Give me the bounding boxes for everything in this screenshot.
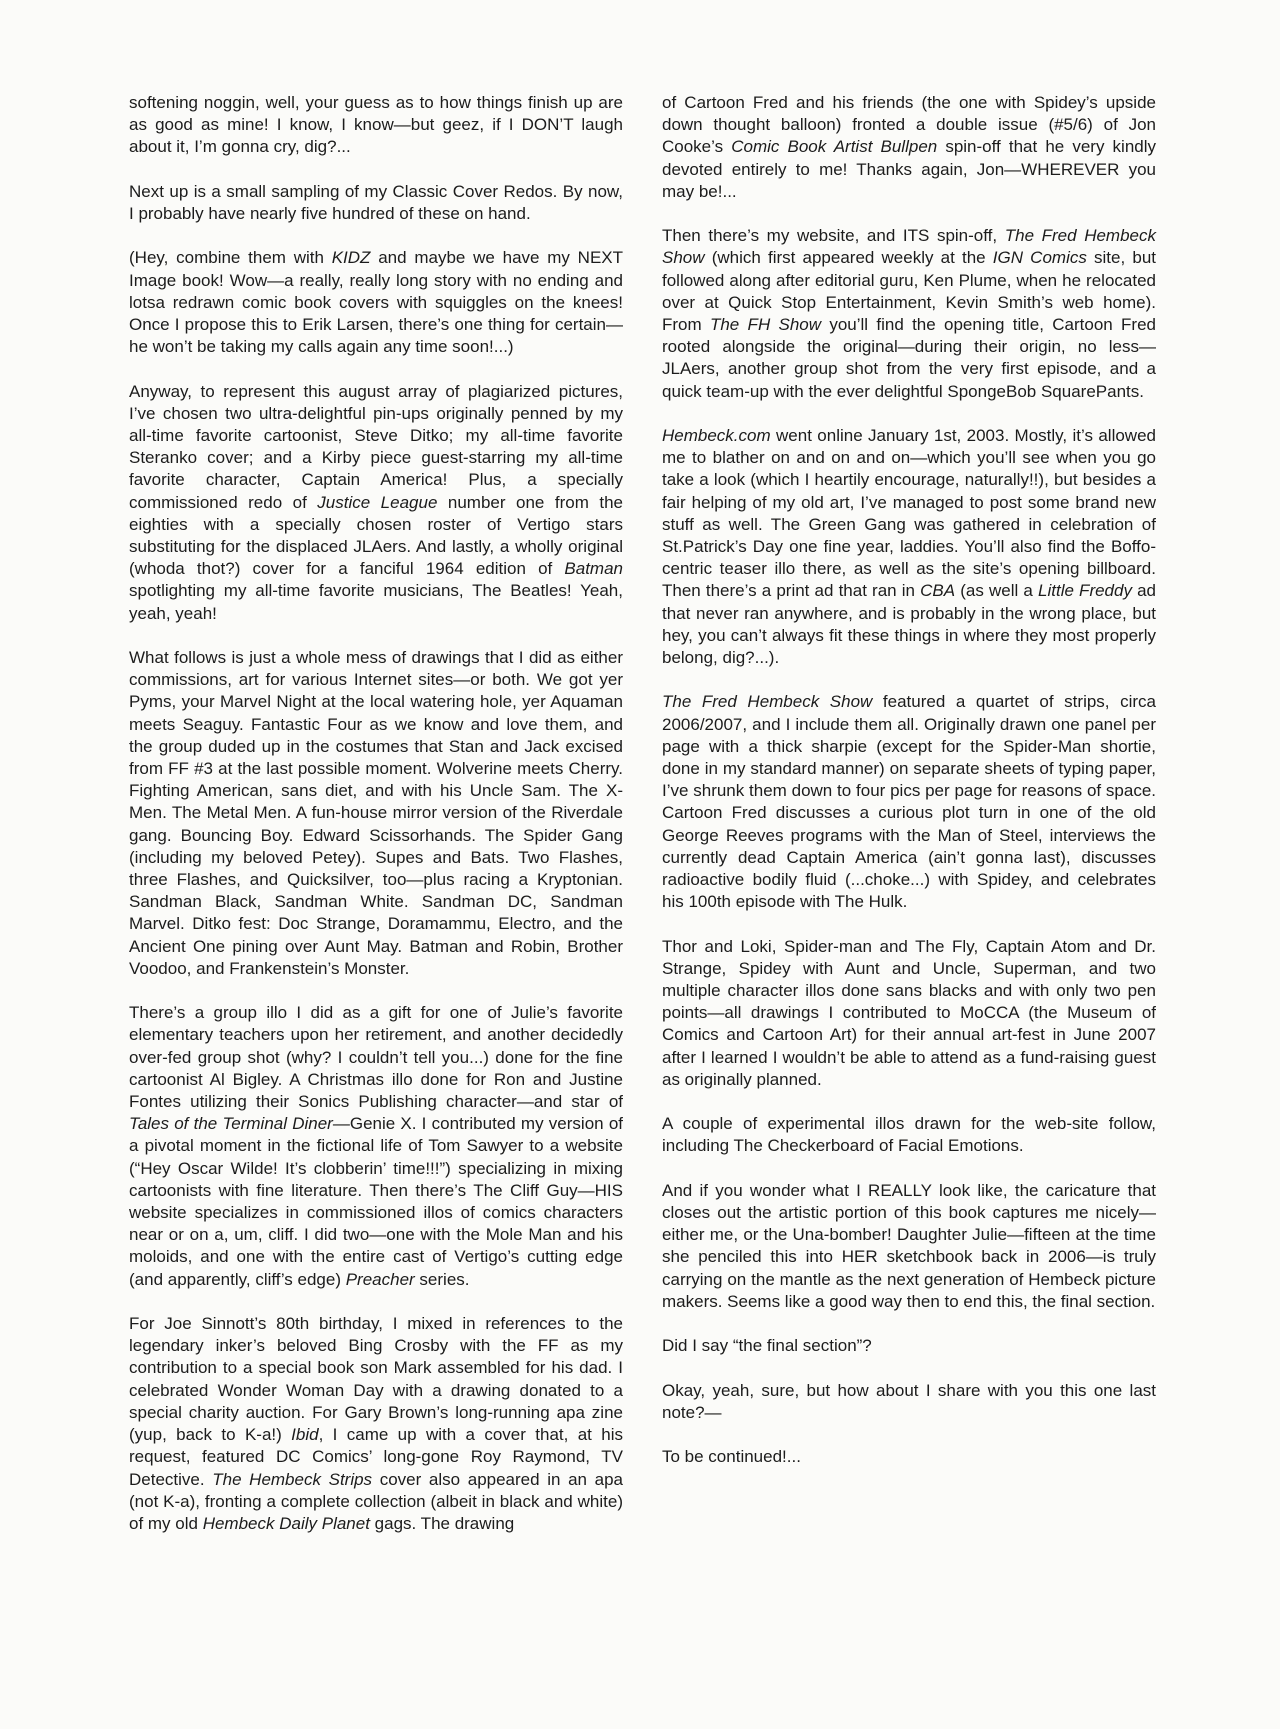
italic-title-text: Hembeck Daily Planet xyxy=(202,1513,370,1533)
body-text: Then there’s my website, and ITS spin-off, xyxy=(662,226,1005,246)
paragraph xyxy=(662,936,1156,1091)
body-text: site, but followed along after editorial guru, Ken Plume, when he relocated over at Quick Stop Entertainment, Kevin Smith’s web home). From xyxy=(662,248,1156,335)
body-text: and maybe we have my NEXT Image book! Wow—a really, really long story with no ending and lotsa redrawn comic book covers with squiggles on the knees! Once I propose this to Erik Larsen, there’s one thing for certain—he won’t be taking my calls again any time soon!...) xyxy=(129,248,624,357)
body-text: cover also appeared in an apa (not K-a), fronting a complete collection (albeit in black and white) of my old xyxy=(129,1469,623,1533)
body-text: spin-off that he very kindly devoted entirely to me! Thanks again, Jon—WHEREVER you may be!... xyxy=(662,137,1157,201)
paragraph xyxy=(662,691,1156,913)
italic-title-text: The Hembeck Strips xyxy=(212,1469,373,1489)
italic-title-text: KIDZ xyxy=(331,248,371,268)
body-text: There’s a group illo I did as a gift for one of Julie’s favorite elementary teachers upon her retirement, and another decidedly over-fed group shot (why? I couldn’t tell you...) done for the fine cartoonist Al Bigley. A Christmas illo done for Ron and Justine Fontes utilizing their Sonics Publishing character—and star of xyxy=(129,1003,623,1112)
italic-title-text: Tales of the Terminal Diner xyxy=(129,1114,333,1134)
body-text: A couple of experimental illos drawn for the web-site follow, including The Checkerboard of Facial Emotions. xyxy=(662,1114,1156,1156)
italic-title-text: The Fred Hembeck Show xyxy=(662,226,1157,268)
body-text: Thor and Loki, Spider-man and The Fly, Captain Atom and Dr. Strange, Spidey with Aunt and Uncle, Superman, and two multiple character illos done sans blacks and with only two pen points—all drawings I contributed to MoCCA (the Museum of Comics and Cartoon Art) for their annual art-fest in June 2007 after I learned I wouldn’t be able to attend as a fund-raising guest as originally planned. xyxy=(662,936,1156,1089)
body-text: softening noggin, well, your guess as to how things finish up are as good as mine! I know, I know—but geez, if I DON’T laugh about it, I’m gonna cry, dig?... xyxy=(129,93,623,157)
paragraph xyxy=(662,1335,1156,1357)
italic-title-text: IGN Comics xyxy=(992,248,1087,268)
body-text: To be continued!... xyxy=(662,1447,801,1467)
paragraph xyxy=(662,1380,1156,1424)
body-text: Next up is a small sampling of my Classic Cover Redos. By now, I probably have nearly five hundred of these on hand. xyxy=(129,181,623,223)
body-text: series. xyxy=(414,1269,470,1289)
body-text: spotlighting my all-time favorite musicians, The Beatles! Yeah, yeah, yeah! xyxy=(129,581,623,623)
italic-title-text: Little Freddy xyxy=(1038,581,1132,601)
right-text-column xyxy=(662,92,1156,1491)
body-text: Anyway, to represent this august array of plagiarized pictures, I’ve chosen two ultra-delightful pin-ups originally penned by my all-time favorite cartoonist, Steve Ditko; my all-time favorite Steranko cover; and a Kirby piece guest-starring my all-time favorite character, Captain America! Plus, a specially commissioned redo of xyxy=(129,381,623,512)
body-text: And if you wonder what I REALLY look like, the caricature that closes out the artistic portion of this book captures me nicely—either me, or the Una-bomber! Daughter Julie—fifteen at the time she penciled this into HER sketchbook back in 2006—is truly carrying on the mantle as the next generation of Hembeck picture makers. Seems like a good way then to end this, the final section. xyxy=(662,1180,1156,1311)
body-text: number one from the eighties with a specially chosen roster of Vertigo stars substituting for the displaced JLAers. And lastly, a wholly original (whoda thot?) cover for a fanciful 1964 edition of xyxy=(129,492,623,579)
paragraph xyxy=(129,381,623,625)
left-text-column xyxy=(129,92,623,1557)
body-text: Did I say “the final section”? xyxy=(662,1336,872,1356)
paragraph xyxy=(662,1113,1156,1157)
italic-title-text: Preacher xyxy=(345,1269,415,1289)
body-text: went online January 1st, 2003. Mostly, it’s allowed me to blather on and on and on—which you’ll see when you go take a look (which I heartily encourage, naturally!!), but besides a fair helping of my old art, I’ve managed to post some brand new stuff as well. The Green Gang was gathered in celebration of St.Patrick’s Day one fine year, laddies. You’ll also find the Boffo-centric teaser illo there, as well as the site’s opening billboard. Then there’s a print ad that ran in xyxy=(662,426,1156,601)
italic-title-text: Hembeck.com xyxy=(662,426,771,446)
paragraph xyxy=(129,647,623,980)
italic-title-text: Batman xyxy=(564,559,623,579)
body-text: What follows is just a whole mess of drawings that I did as either commissions, art for various Internet sites—or both. We got yer Pyms, your Marvel Night at the local watering hole, yer Aquaman meets Seaguy. Fantastic Four as we know and love them, and the group duded up in the costumes that Stan and Jack excised from FF #3 at the last possible moment. Wolverine meets Cherry. Fighting American, sans diet, and with his Uncle Sam. The X-Men. The Metal Men. A fun-house mirror version of the Riverdale gang. Bouncing Boy. Edward Scissorhands. The Spider Gang (including my beloved Petey). Supes and Bats. Two Flashes, three Flashes, and Quicksilver, too—plus racing a Kryptonian. Sandman Black, Sandman White. Sandman DC, Sandman Marvel. Ditko fest: Doc Strange, Doramammu, Electro, and the Ancient One pining over Aunt May. Batman and Robin, Brother Voodoo, and Frankenstein’s Monster. xyxy=(129,648,623,978)
italic-title-text: The Fred Hembeck Show xyxy=(662,692,873,712)
paragraph xyxy=(129,247,623,358)
body-text: For Joe Sinnott’s 80th birthday, I mixed in references to the legendary inker’s beloved Bing Crosby with the FF as my contribution to a special book son Mark assembled for his dad. I celebrated Wonder Woman Day with a drawing donated to a special charity auction. For Gary Brown’s long-running apa zine (yup, back to K-a!) xyxy=(129,1314,623,1445)
paragraph xyxy=(129,1313,623,1535)
paragraph xyxy=(662,92,1156,203)
body-text: —Genie X. I contributed my version of a pivotal moment in the fictional life of Tom Sawyer to a website (“Hey Oscar Wilde! It’s clobberin’ time!!!”) specializing in mixing cartoonists with fine literature. Then there’s The Cliff Guy—HIS website specializes in commissioned illos of comics characters near or on a, um, cliff. I did two—one with the Mole Man and his moloids, and one with the entire cast of Vertigo’s cutting edge (and apparently, cliff’s edge) xyxy=(129,1114,623,1289)
body-text: (Hey, combine them with xyxy=(129,248,332,268)
body-text: (which first appeared weekly at the xyxy=(704,248,993,268)
body-text: Okay, yeah, sure, but how about I share with you this one last note?— xyxy=(662,1380,1156,1422)
paragraph xyxy=(129,92,623,159)
body-text: featured a quartet of strips, circa 2006/2007, and I include them all. Originally drawn one panel per page with a thick sharpie (except for the Spider-Man shortie, done in my standard manner) on separate sheets of typing paper, I’ve shrunk them down to four pics per page for reasons of space. Cartoon Fred discusses a curious plot turn in one of the old George Reeves programs with the Man of Steel, interviews the currently dead Captain America (ain’t gonna last), discusses radioactive bodily fluid (...choke...) with Spidey, and celebrates his 100th episode with The Hulk. xyxy=(662,692,1156,912)
paragraph xyxy=(129,181,623,225)
italic-title-text: The FH Show xyxy=(709,315,822,335)
paragraph xyxy=(662,225,1156,403)
body-text: , I came up with a cover that, at his request, featured DC Comics’ long-gone Roy Raymond, TV Detective. xyxy=(129,1425,623,1489)
body-text: ad that never ran anywhere, and is probably in the wrong place, but hey, you can’t always fit these things in where they most properly belong, dig?...). xyxy=(662,581,1157,668)
paragraph xyxy=(129,1002,623,1291)
paragraph xyxy=(662,1446,1156,1468)
body-text: you’ll find the opening title, Cartoon Fred rooted alongside the original—during their origin, no less—JLAers, another group shot from the very first episode, and a quick team-up with the ever delightful SpongeBob SquarePants. xyxy=(662,315,1156,401)
italic-title-text: Ibid xyxy=(291,1425,319,1445)
body-text: gags. The drawing xyxy=(369,1513,515,1533)
body-text: (as well a xyxy=(955,581,1039,601)
paragraph xyxy=(662,425,1156,669)
body-text: of Cartoon Fred and his friends (the one with Spidey’s upside down thought balloon) fronted a double issue (#5/6) of Jon Cooke’s xyxy=(662,93,1156,157)
italic-title-text: Justice League xyxy=(317,492,438,512)
italic-title-text: CBA xyxy=(920,581,956,601)
italic-title-text: Comic Book Artist Bullpen xyxy=(731,137,938,157)
paragraph xyxy=(662,1180,1156,1313)
